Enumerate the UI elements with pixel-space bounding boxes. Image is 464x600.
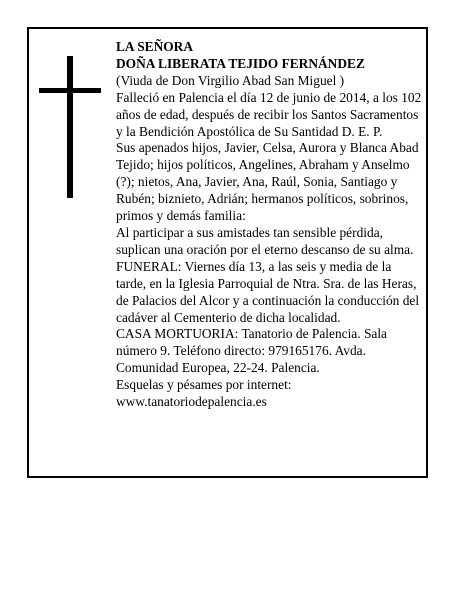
widow-of-line: (Viuda de Don Virgilio Abad San Miguel ) bbox=[116, 72, 345, 88]
family-paragraph: Sus apenados hijos, Javier, Celsa, Aurora y Blanca Abad Tejido; hijos políticos, Angelines, Abraham y Anselmo (?); nietos, Ana, Javier, Ana, Raúl, Sonia, Santiago y Rubén; biznieto, Adrián; hermanos políticos, sobrinos, primos y demás familia: bbox=[116, 140, 419, 224]
funeral-paragraph: FUNERAL: Viernes día 13, a las seis y media de la tarde, en la Iglesia Parroquial de Ntra. Sra. de las Heras, de Palacios del Alcor y a continuación la conducción del cadáver al Cementerio de dicha localidad. bbox=[116, 258, 420, 325]
deceased-name: DOÑA LIBERATA TEJIDO FERNÁNDEZ bbox=[116, 55, 365, 71]
title-line: LA SEÑORA bbox=[116, 39, 194, 54]
cross-icon-vertical-bar bbox=[67, 56, 73, 198]
cross-icon-horizontal-bar bbox=[39, 88, 101, 93]
obituary-text bbox=[116, 39, 422, 411]
death-paragraph: Falleció en Palencia el día 12 de junio de 2014, a los 102 años de edad, después de recibir los Santos Sacramentos y la Bendición Apostólica de Su Santidad D. E. P. bbox=[116, 89, 422, 139]
online-label: Esquelas y pésames por internet: bbox=[116, 377, 292, 393]
obituary-frame bbox=[27, 27, 428, 478]
website-link[interactable]: www.tanatoriodepalencia.es bbox=[116, 394, 267, 410]
request-paragraph: Al participar a sus amistades tan sensible pérdida, suplican una oración por el eterno descanso de su alma. bbox=[116, 224, 414, 257]
mortuary-paragraph: CASA MORTUORIA: Tanatorio de Palencia. Sala número 9. Teléfono directo: 979165176. Avda. Comunidad Europea, 22-24. Palencia. bbox=[116, 326, 387, 376]
